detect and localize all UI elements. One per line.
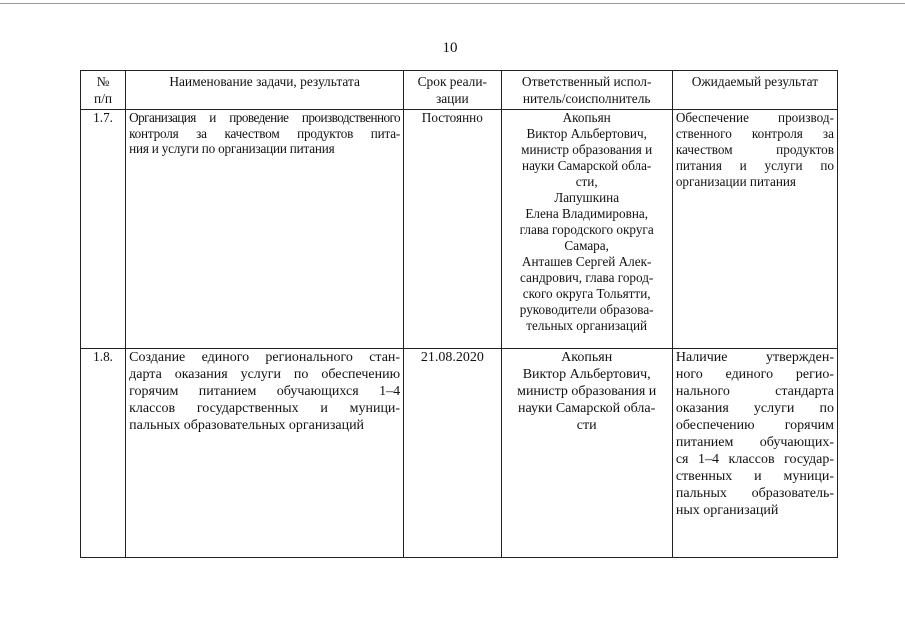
- responsible-line: глава городского округа: [519, 222, 654, 237]
- task-line: классов государственных и муници-: [129, 401, 401, 416]
- task-line: контроля за качеством продуктов пита-: [129, 125, 401, 141]
- header-deadline-line2: зации: [435, 90, 469, 106]
- deadline-cell: Постоянно: [404, 110, 501, 349]
- result-line: Наличие утвержден-: [675, 350, 834, 365]
- responsible-line: Елена Владимировна,: [525, 206, 649, 221]
- result-line: нального стандарта: [675, 384, 834, 399]
- header-num-line1: №: [96, 74, 110, 89]
- row-number: 1.7.: [81, 110, 126, 349]
- responsible-line: Виктор Альбертович,: [522, 367, 651, 382]
- responsible-line: ского округа Тольятти,: [522, 286, 651, 301]
- header-responsible-line2: нитель/соисполнитель: [522, 90, 651, 106]
- task-line: Создание единого регионального стан-: [129, 350, 401, 365]
- responsible-line: сти,: [575, 174, 598, 189]
- responsible-line: тельных организаций: [526, 318, 648, 333]
- responsible-line: Виктор Альбертович,: [526, 126, 647, 141]
- table-row: [81, 110, 838, 349]
- responsible-line: Самара,: [564, 238, 609, 253]
- result-line: ся 1–4 классов государ-: [675, 452, 834, 467]
- result-line: ственного контроля за: [675, 126, 834, 141]
- header-result-label: Ожидаемый результат: [691, 74, 819, 89]
- responsible-line: Акопьян: [561, 350, 613, 365]
- header-num-line2: п/п: [94, 90, 113, 106]
- result-line: качеством продуктов: [675, 142, 834, 157]
- table-row: [81, 349, 838, 558]
- responsible-line: сандрович, глава город-: [520, 270, 654, 285]
- result-line: ного единого регио-: [675, 367, 834, 382]
- task-line: дарта оказания услуги по обеспечению: [129, 367, 401, 382]
- header-responsible-line1: Ответственный испол-: [521, 74, 652, 89]
- responsible-line: Анташев Сергей Алек-: [521, 254, 652, 269]
- responsible-line: министр образования и: [521, 142, 653, 157]
- result-line: ных организаций: [675, 503, 779, 518]
- result-line: оказания услуги по: [675, 401, 834, 416]
- header-result: [672, 71, 837, 110]
- result-line: ственных и муници-: [675, 469, 834, 484]
- header-task: [126, 71, 404, 110]
- result-line: питания и услуги по: [675, 158, 834, 173]
- result-line: питанием обучающих-: [675, 435, 834, 450]
- header-deadline: [404, 71, 501, 110]
- header-num: [81, 71, 126, 110]
- table-header-row: [81, 71, 838, 110]
- task-line: Организация и проведение производственного: [129, 110, 401, 125]
- scan-top-edge: [0, 0, 905, 4]
- result-cell: [672, 110, 837, 349]
- row-number: 1.8.: [81, 349, 126, 558]
- header-task-label: Наименование задачи, результата: [169, 74, 360, 89]
- plan-table: [80, 70, 838, 558]
- result-line: обеспечению горячим: [675, 418, 834, 433]
- responsible-line: Лапушкина: [554, 190, 620, 205]
- task-cell: [126, 110, 404, 349]
- page-number: 10: [442, 40, 458, 56]
- result-line: Обеспечение производ-: [675, 110, 834, 125]
- task-line: ния и услуги по организации питания: [129, 141, 335, 156]
- responsible-line: министр образования и: [517, 384, 657, 399]
- result-cell: [672, 349, 837, 558]
- responsible-cell: [501, 349, 672, 558]
- responsible-cell: [501, 110, 672, 349]
- responsible-line: науки Самарской обла-: [522, 158, 652, 173]
- responsible-line: сти: [576, 418, 597, 433]
- responsible-line: Акопьян: [562, 110, 611, 125]
- result-line: организации питания: [675, 174, 796, 189]
- task-line: пальных образовательных организаций: [129, 418, 365, 433]
- header-deadline-line1: Срок реали-: [417, 74, 487, 89]
- result-line: пальных образователь-: [675, 486, 834, 501]
- task-line: горячим питанием обучающихся 1–4: [129, 384, 401, 399]
- responsible-line: науки Самарской обла-: [518, 401, 656, 416]
- header-responsible: [501, 71, 672, 110]
- task-cell: [126, 349, 404, 558]
- responsible-line: руководители образова-: [519, 302, 654, 317]
- deadline-cell: 21.08.2020: [404, 349, 501, 558]
